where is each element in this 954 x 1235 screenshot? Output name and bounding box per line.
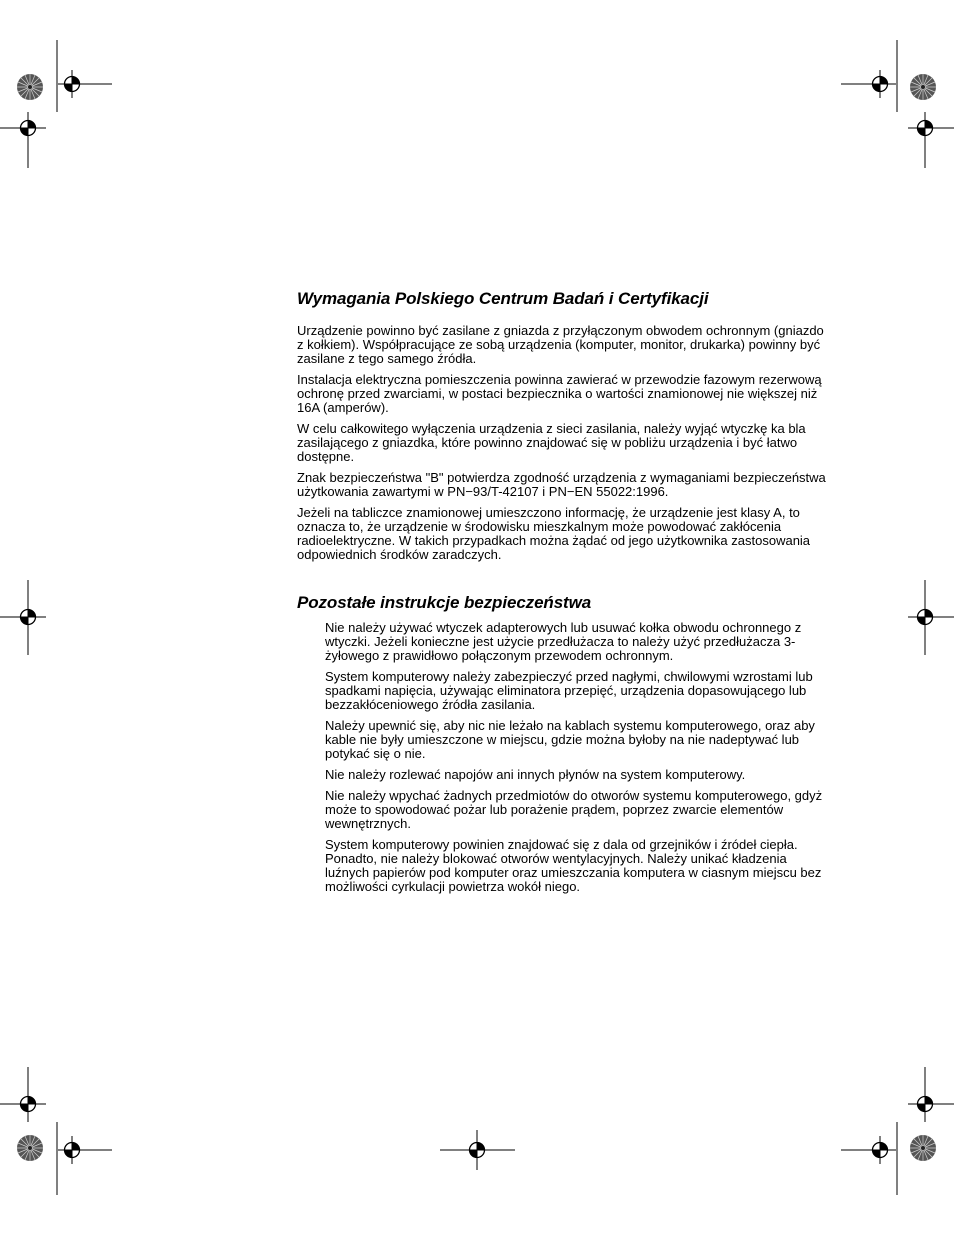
registration-mark-icon bbox=[0, 1067, 112, 1195]
registration-mark-icon bbox=[908, 580, 954, 655]
paragraph: Nie należy używać wtyczek adapterowych lub usuwać kołka obwodu ochronnego z wtyczki. Jeżeli konieczne jest użycie przedłużacza to należy użyć przedłużacza 3-żyłowego z prawidłowo połączonym przewodem ochronnym. bbox=[325, 620, 802, 663]
star-target-icon bbox=[910, 1135, 936, 1161]
registration-mark-icon bbox=[841, 1067, 954, 1195]
paragraph: W celu całkowitego wyłączenia urządzenia z sieci zasilania, należy wyjąć wtyczkę ka bla zasilającego z gniazdka, które powinno znajdować się w pobliżu urządzenia i być łatwo dostępne. bbox=[297, 421, 806, 464]
section-heading-pcbc: Wymagania Polskiego Centrum Badań i Certyfikacji bbox=[297, 289, 709, 308]
registration-mark-icon bbox=[440, 1130, 515, 1170]
paragraph: Znak bezpieczeństwa "B" potwierdza zgodność urządzenia z wymaganiami bezpieczeństwa użytkowania zawartymi w PN−93/T-42107 i PN−EN 55022:1996. bbox=[297, 470, 826, 499]
paragraph: Urządzenie powinno być zasilane z gniazda z przyłączonym obwodem ochronnym (gniazdo z kołkiem). Współpracujące ze sobą urządzenia (komputer, monitor, drukarka) powinny być zasilane z tego samego źródła. bbox=[297, 323, 824, 366]
paragraph: Nie należy rozlewać napojów ani innych płynów na system komputerowy. bbox=[325, 767, 746, 782]
paragraph: System komputerowy powinien znajdować się z dala od grzejników i źródeł ciepła. Ponadto, nie należy blokować otworów wentylacyjnych. Należy unikać kładzenia luźnych papierów pod komputer oraz umieszczania komputera w ciasnym miejscu bez możliwości cyrkulacji powietrza wokół niego. bbox=[325, 837, 822, 894]
paragraph: Instalacja elektryczna pomieszczenia powinna zawierać w przewodzie fazowym rezerwową ochronę przed zwarciami, w postaci bezpiecznika o wartości znamionowej nie większej niż 16A (amperów). bbox=[297, 372, 822, 415]
section-pcbc-body bbox=[297, 324, 832, 562]
star-target-icon bbox=[17, 74, 43, 100]
section-heading-other-safety: Pozostałe instrukcje bezpieczeństwa bbox=[297, 593, 592, 612]
page-content bbox=[297, 287, 832, 901]
section-other-safety-body bbox=[297, 621, 832, 894]
paragraph: Należy upewnić się, aby nic nie leżało na kablach systemu komputerowego, oraz aby kable nie były umieszczone w miejscu, gdzie można byłoby na nie nadeptywać lub potykać się o nie. bbox=[325, 718, 815, 761]
paragraph: Jeżeli na tabliczce znamionowej umieszczono informację, że urządzenie jest klasy A, to oznacza to, że urządzenie w środowisku mieszkalnym może powodować zakłócenia radioelektryczne. W takich przypadkach można żądać od jego użytkownika zastosowania odpowiednich środków zaradczych. bbox=[297, 505, 811, 562]
star-target-icon bbox=[910, 74, 936, 100]
star-target-icon bbox=[17, 1135, 43, 1161]
registration-mark-icon bbox=[0, 580, 46, 655]
paragraph: Nie należy wpychać żadnych przedmiotów do otworów systemu komputerowego, gdyż może to spowodować pożar lub porażenie prądem, poprzez zwarcie elementów wewnętrznych. bbox=[325, 788, 823, 831]
paragraph: System komputerowy należy zabezpieczyć przed nagłymi, chwilowymi wzrostami lub spadkami napięcia, używając eliminatora przepięć, urządzenia dopasowującego lub bezzakłóceniowego źródła zasilania. bbox=[325, 669, 813, 712]
registration-mark-icon bbox=[841, 40, 954, 168]
registration-mark-icon bbox=[0, 40, 112, 168]
